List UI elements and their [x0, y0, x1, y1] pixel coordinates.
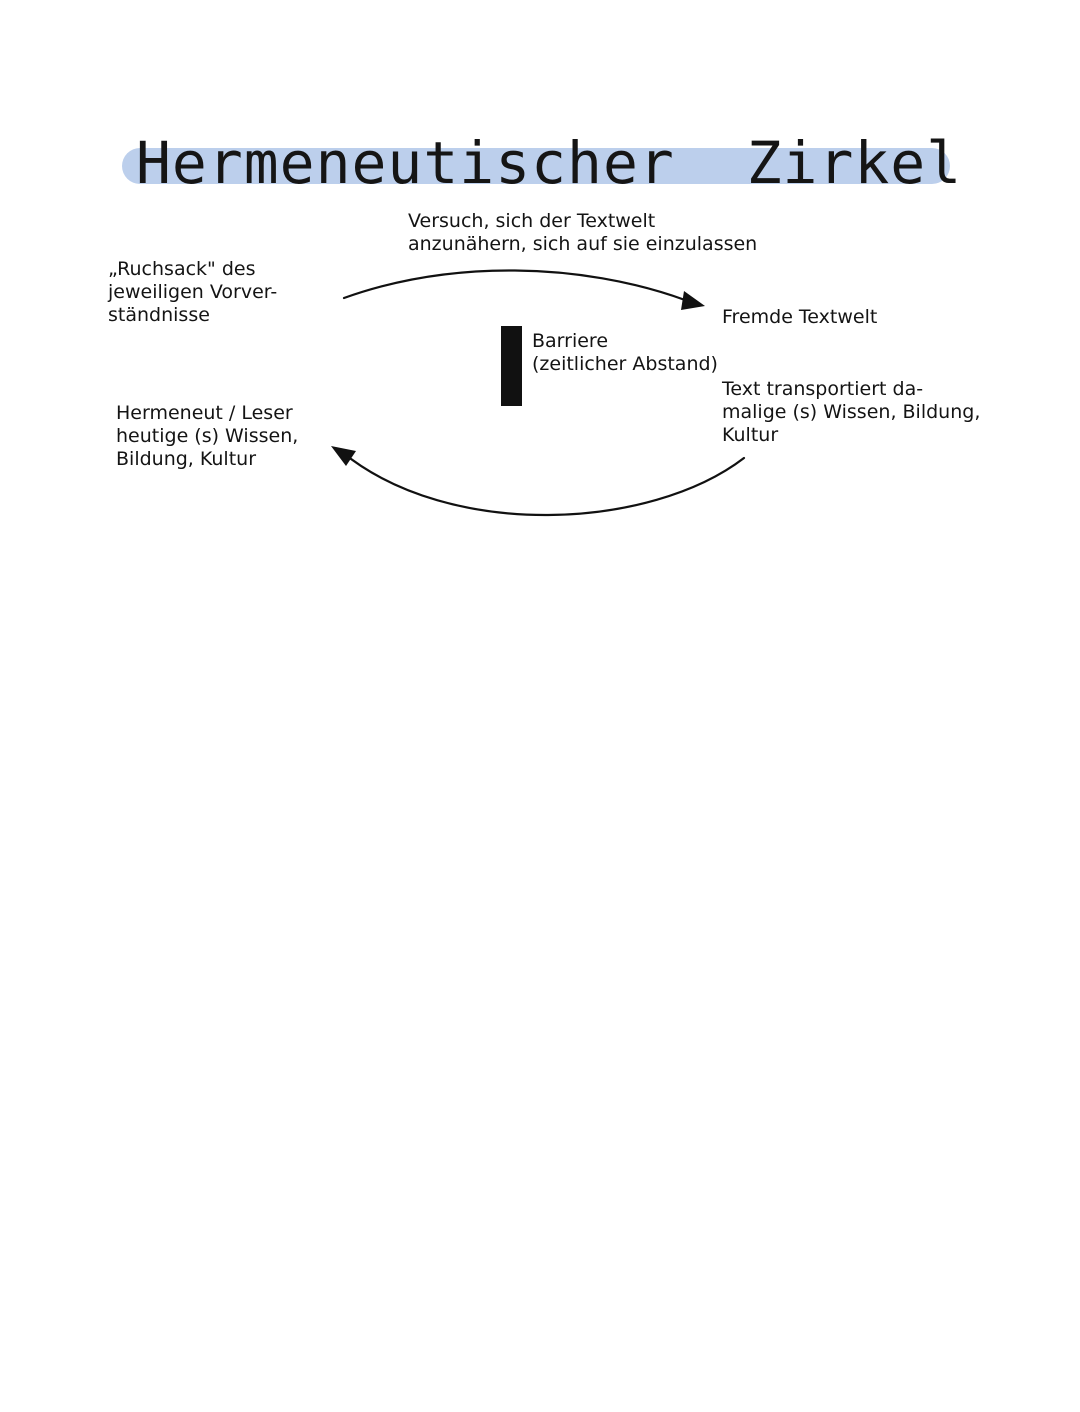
note-hermeneut-leser: Hermeneut / Leser heutige (s) Wissen, Bildung, Kultur — [116, 402, 299, 470]
note-text-transportiert: Text transportiert da- malige (s) Wissen, Bildung, Kultur — [722, 378, 981, 446]
upper-arrowhead — [681, 291, 705, 310]
note-versuch-annaeherung: Versuch, sich der Textwelt anzunähern, sich auf sie einzulassen — [408, 210, 758, 255]
upper-arc-arrow — [344, 270, 685, 300]
lower-arrowhead — [331, 446, 356, 466]
page-title: Hermeneutischer Zirkel — [136, 129, 963, 197]
note-barriere: Barriere (zeitlicher Abstand) — [532, 330, 718, 375]
note-fremde-textwelt: Fremde Textwelt — [722, 306, 878, 328]
lower-arc-arrow — [342, 452, 744, 515]
note-rucksack-vorverstaendnisse: „Ruchsack" des jeweiligen Vorver- ständnisse — [108, 258, 278, 326]
